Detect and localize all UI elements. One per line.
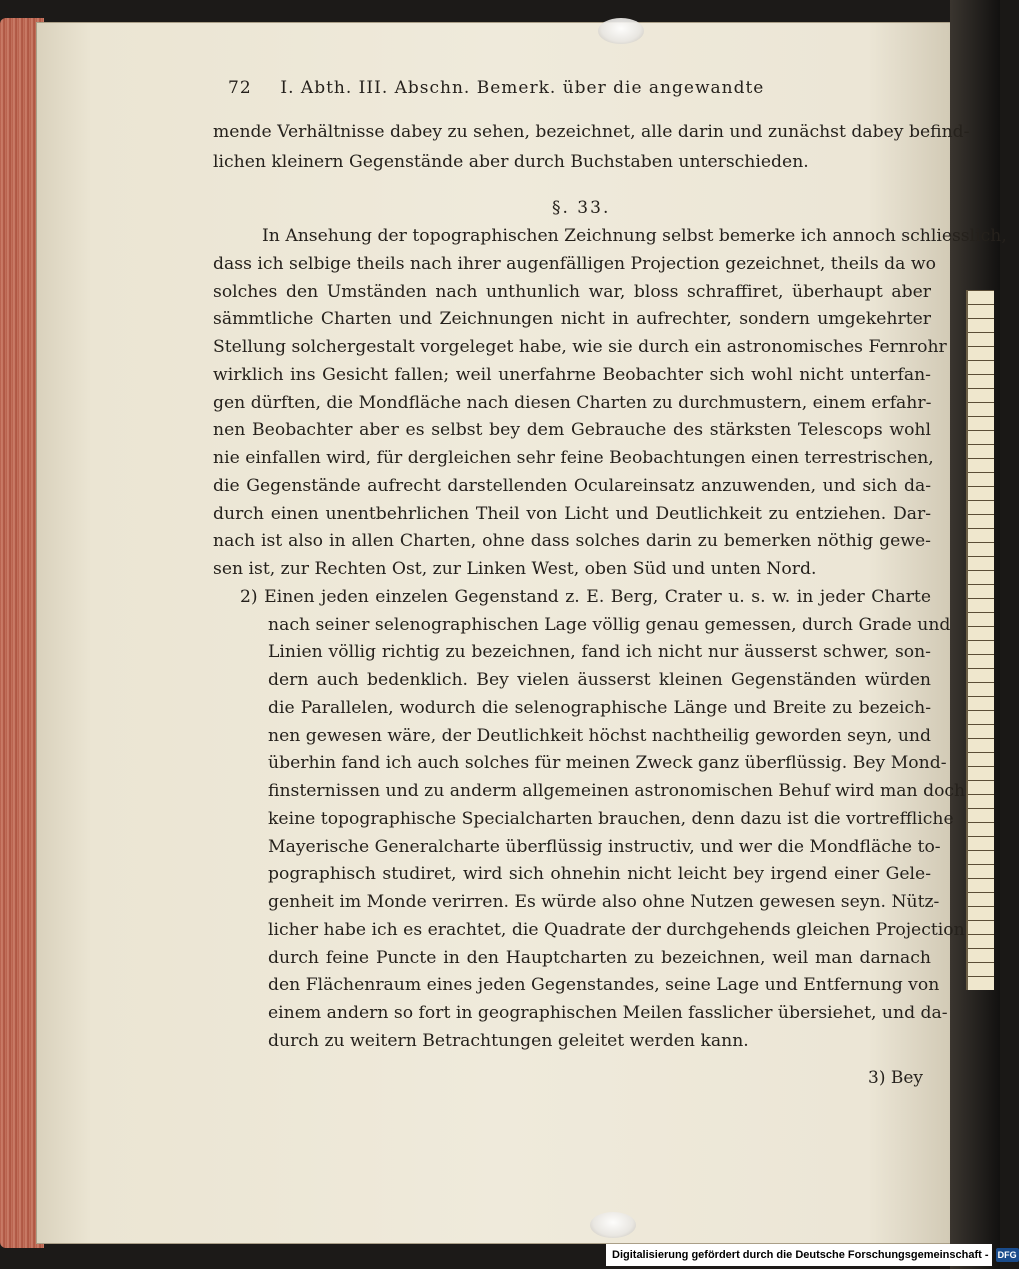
text-line: sämmtliche Charten und Zeichnungen nicht in aufrechter, sondern umgekehrter xyxy=(213,309,931,329)
text-line: gen dürften, die Mondfläche nach diesen Charten zu durchmustern, einem erfahr- xyxy=(213,393,932,413)
text-line: nach ist also in allen Charten, ohne dass solches darin zu bemerken nöthig gewe- xyxy=(213,531,931,551)
text-line: nie einfallen wird, für dergleichen sehr feine Beobachtungen einen terrestrischen, xyxy=(213,448,934,468)
text-line: durch zu weitern Betrachtungen geleitet werden kann. xyxy=(268,1031,749,1051)
text-line: In Ansehung der topographischen Zeichnung selbst bemerke ich annoch schliesslich, xyxy=(262,226,1007,246)
section-number: §. 33. xyxy=(552,198,611,218)
text-line: die Parallelen, wodurch die selenographische Länge und Breite zu bezeich- xyxy=(268,698,931,718)
text-line: dass ich selbige theils nach ihrer augenfälligen Projection gezeichnet, theils da wo xyxy=(213,254,936,274)
text-line: lichen kleinern Gegenstände aber durch Buchstaben unterschieden. xyxy=(213,152,809,172)
text-line: Mayerische Generalcharte überflüssig instructiv, und wer die Mondfläche to- xyxy=(268,837,941,857)
text-line: keine topographische Specialcharten brauchen, denn dazu ist die vortreffliche xyxy=(268,809,954,829)
text-line: mende Verhältnisse dabey zu sehen, bezeichnet, alle darin und zunächst dabey befind- xyxy=(213,122,970,142)
credit-text: Digitalisierung gefördert durch die Deutsche Forschungsgemeinschaft - xyxy=(612,1249,989,1261)
text-line: dern auch bedenklich. Bey vielen äusserst kleinen Gegenständen würden xyxy=(268,670,931,690)
text-line: nach seiner selenographischen Lage völlig genau gemessen, durch Grade und xyxy=(268,615,951,635)
text-line: sen ist, zur Rechten Ost, zur Linken West, oben Süd und unten Nord. xyxy=(213,559,817,579)
text-line: Stellung solchergestalt vorgeleget habe, wie sie durch ein astronomisches Fernrohr xyxy=(213,337,947,357)
text-line: durch feine Puncte in den Hauptcharten zu bezeichnen, weil man darnach xyxy=(268,948,931,968)
text-line: 2) Einen jeden einzelen Gegenstand z. E. Berg, Crater u. s. w. in jeder Charte xyxy=(240,587,931,607)
text-line: Linien völlig richtig zu bezeichnen, fand ich nicht nur äusserst schwer, son- xyxy=(268,642,931,662)
text-line: nen Beobachter aber es selbst bey dem Gebrauche des stärksten Telescops wohl xyxy=(213,420,931,440)
text-line: wirklich ins Gesicht fallen; weil unerfahrne Beobachter sich wohl nicht unterfan- xyxy=(213,365,931,385)
text-line: einem andern so fort in geographischen Meilen fasslicher übersiehet, und da- xyxy=(268,1003,948,1023)
text-line: die Gegenstände aufrecht darstellenden Oculareinsatz anzuwenden, und sich da- xyxy=(213,476,931,496)
text-line: pographisch studiret, wird sich ohnehin nicht leicht bey irgend einer Gele- xyxy=(268,864,931,884)
text-line: überhin fand ich auch solches für meinen Zweck ganz überflüssig. Bey Mond- xyxy=(268,753,947,773)
running-header xyxy=(228,78,876,98)
digitization-credit xyxy=(606,1244,1017,1266)
catchword: 3) Bey xyxy=(868,1068,924,1088)
text-line: durch einen unentbehrlichen Theil von Licht und Deutlichkeit zu entziehen. Dar- xyxy=(213,504,931,524)
text-line: solches den Umständen nach unthunlich war, bloss schraffiret, überhaupt aber xyxy=(213,282,931,302)
text-line: licher habe ich es erachtet, die Quadrate der durchgehends gleichen Projection xyxy=(268,920,965,940)
page-number: 72 xyxy=(228,78,252,98)
text-line: nen gewesen wäre, der Deutlichkeit höchst nachtheilig geworden seyn, und xyxy=(268,726,931,746)
text-line: genheit im Monde verirren. Es würde also ohne Nutzen gewesen seyn. Nütz- xyxy=(268,892,940,912)
text-line: den Flächenraum eines jeden Gegenstandes, seine Lage und Entfernung von xyxy=(268,975,940,995)
running-title: I. Abth. III. Abschn. Bemerk. über die angewandte xyxy=(280,78,765,98)
dfg-logo: DFG xyxy=(997,1250,1017,1261)
text-line: finsternissen und zu anderm allgemeinen astronomischen Behuf wird man doch xyxy=(268,781,966,801)
